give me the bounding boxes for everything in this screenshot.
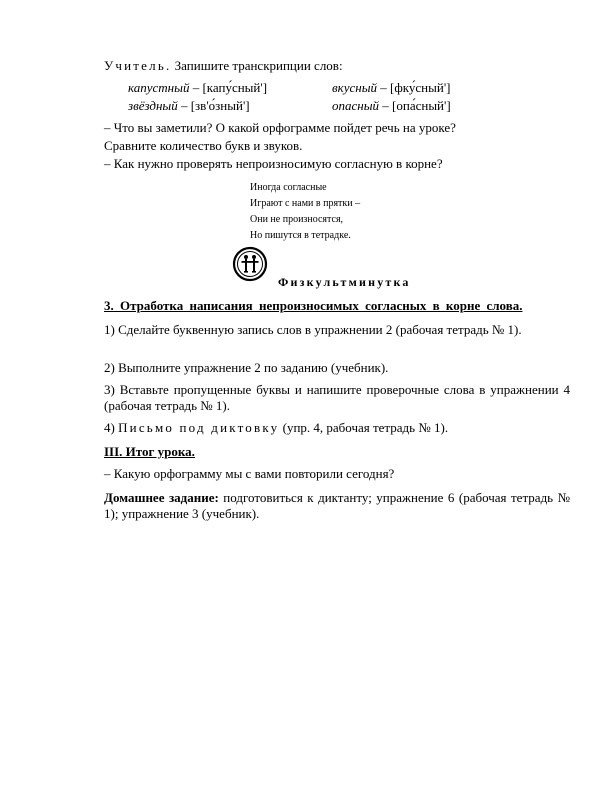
teacher-line xyxy=(104,58,343,74)
fizkult-heading: Физкультминутка xyxy=(278,275,411,289)
teacher-instruction: Запишите транскрипции слов: xyxy=(174,58,343,73)
item4-prefix: 4) xyxy=(104,420,119,435)
section3-title-text: 3. Отработка написания непроизносимых согласных в корне слова. xyxy=(104,298,523,313)
transcription-item xyxy=(332,98,451,114)
transcription: [опа́сный'] xyxy=(392,98,451,113)
summary-question: – Какую орфограмму мы с вами повторили сегодня? xyxy=(104,466,395,481)
section3-title xyxy=(104,298,522,314)
section-iii-title-text: III. Итог урока. xyxy=(104,444,195,459)
homework xyxy=(104,490,570,522)
speaker-label: Учитель. xyxy=(104,58,172,73)
poem xyxy=(250,180,360,244)
transcription: [фку́сный'] xyxy=(390,80,451,95)
dash: – xyxy=(177,98,191,113)
section3-item1: 1) Сделайте буквенную запись слов в упражнении 2 (рабочая тетрадь № 1). xyxy=(104,322,522,337)
word: звёздный xyxy=(128,98,178,113)
homework-label: Домашнее задание: xyxy=(104,490,219,505)
transcription: [капу́сный'] xyxy=(202,80,268,95)
word: вкусный xyxy=(332,80,378,95)
transcription-item xyxy=(128,98,250,114)
homework-text: подготовиться к диктанту; упражнение 6 (рабочая тетрадь № 1); упражнение 3 (учебник). xyxy=(104,490,570,521)
section3-item3: 3) Вставьте пропущенные буквы и напишите проверочные слова в упражнении 4 (рабочая тетрадь № 1). xyxy=(104,382,570,413)
dash: – xyxy=(379,98,393,113)
word: капустный xyxy=(128,80,190,95)
question-line: – Что вы заметили? О какой орфограмме пойдет речь на уроке? xyxy=(104,120,456,135)
transcription: [зв'о́зный'] xyxy=(190,98,250,113)
poem-line: Играют с нами в прятки – xyxy=(250,198,361,209)
dash: – xyxy=(189,80,203,95)
question-line: – Как нужно проверять непроизносимую согласную в корне? xyxy=(104,156,443,171)
section3-item4 xyxy=(104,420,448,436)
poem-line: Они не произносятся, xyxy=(250,214,344,225)
section-iii-title xyxy=(104,444,195,460)
word: опасный xyxy=(332,98,380,113)
dash: – xyxy=(377,80,391,95)
poem-line: Иногда согласные xyxy=(250,182,327,193)
exercise-figures-icon xyxy=(232,246,268,282)
section3-item2: 2) Выполните упражнение 2 по заданию (учебник). xyxy=(104,360,389,375)
poem-line: Но пишутся в тетрадке. xyxy=(250,230,351,241)
item4-suffix: (упр. 4, рабочая тетрадь № 1). xyxy=(279,420,449,435)
transcription-item xyxy=(128,80,267,96)
item4-dictation: Письмо под диктовку xyxy=(118,420,280,435)
question-line: Сравните количество букв и звуков. xyxy=(104,138,303,153)
transcription-item xyxy=(332,80,451,96)
